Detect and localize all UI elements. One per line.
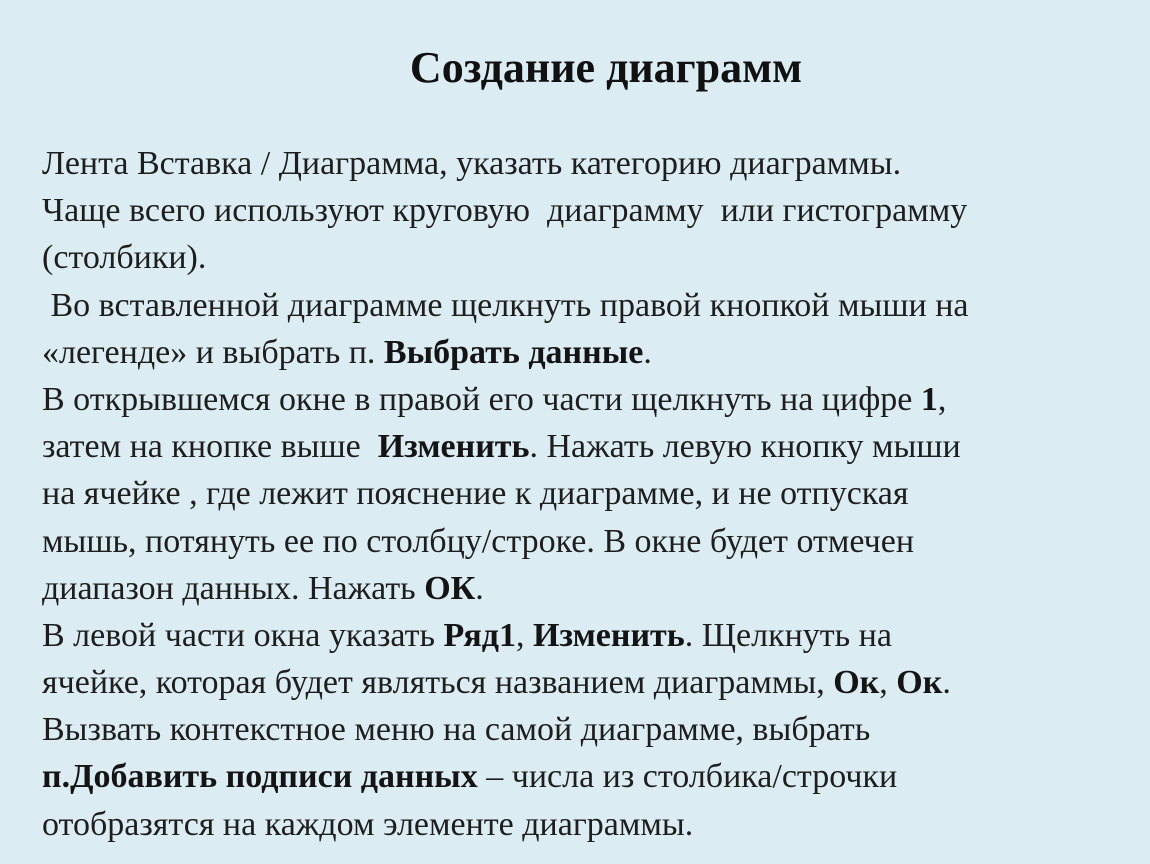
body-text-segment: .	[643, 333, 652, 371]
body-text-segment: Вызвать контекстное меню на самой диаграмме, выбрать	[42, 711, 871, 749]
body-line	[42, 140, 1122, 187]
body-line	[42, 329, 1122, 376]
body-line	[42, 753, 1122, 800]
body-line	[42, 518, 1122, 565]
body-text-segment: .	[475, 569, 484, 607]
body-line	[42, 234, 1122, 281]
body-line	[42, 612, 1122, 659]
bold-term: Ряд1	[443, 616, 516, 654]
body-text-segment: ,	[879, 664, 897, 702]
bold-term: ОК	[424, 569, 476, 607]
body-text-segment: «легенде» и выбрать п.	[42, 333, 384, 371]
body-line	[42, 187, 1122, 234]
body-text-segment: – числа из столбика/строчки	[477, 758, 898, 796]
body-text-segment: (столбики).	[42, 239, 207, 277]
bold-term: 1	[920, 380, 938, 418]
body-text-segment: ,	[515, 616, 533, 654]
body-text-segment: Чаще всего используют круговую диаграмму или гистограмму	[42, 192, 968, 230]
body-line	[42, 659, 1122, 706]
bold-term: Изменить	[532, 616, 685, 654]
body-line	[42, 706, 1122, 753]
body-text-segment: В левой части окна указать	[42, 616, 444, 654]
body-text-segment: . Нажать левую кнопку мыши	[529, 428, 961, 466]
body-text-segment: на ячейке , где лежит пояснение к диаграмме, и не отпуская	[42, 475, 909, 513]
body-text-segment: отобразятся на каждом элементе диаграммы.	[42, 805, 694, 843]
body-text-segment: диапазон данных. Нажать	[42, 569, 425, 607]
bold-term: Выбрать данные	[383, 333, 644, 371]
body-line	[42, 470, 1122, 517]
bold-term: Ок	[833, 664, 880, 702]
body-text-segment: Лента Вставка / Диаграмма, указать категорию диаграммы.	[42, 145, 902, 182]
body-line	[42, 801, 1122, 848]
body-text-segment: . Щелкнуть на	[684, 616, 892, 654]
bold-term: п.Добавить подписи данных	[42, 758, 478, 796]
body-line	[42, 376, 1122, 423]
bold-term: Изменить	[377, 428, 530, 466]
body-text-segment: затем на кнопке выше	[42, 428, 378, 466]
body-line	[42, 282, 1122, 329]
body-text-segment: ячейке, которая будет являться названием диаграммы,	[42, 664, 834, 702]
body-text-segment: ,	[937, 380, 947, 418]
slide-title: Создание диаграмм	[409, 43, 803, 92]
body-text-segment: мышь, потянуть ее по столбцу/строке. В окне будет отмечен	[42, 522, 915, 560]
bold-term: Ок	[896, 664, 943, 702]
body-text-segment: В открывшемся окне в правой его части щелкнуть на цифре	[42, 380, 921, 418]
body-line	[42, 423, 1122, 470]
body-text-segment: .	[942, 664, 951, 702]
slide-body	[42, 140, 1122, 848]
body-line	[42, 565, 1122, 612]
body-text-segment: Во вставленной диаграмме щелкнуть правой кнопкой мыши на	[42, 286, 969, 324]
